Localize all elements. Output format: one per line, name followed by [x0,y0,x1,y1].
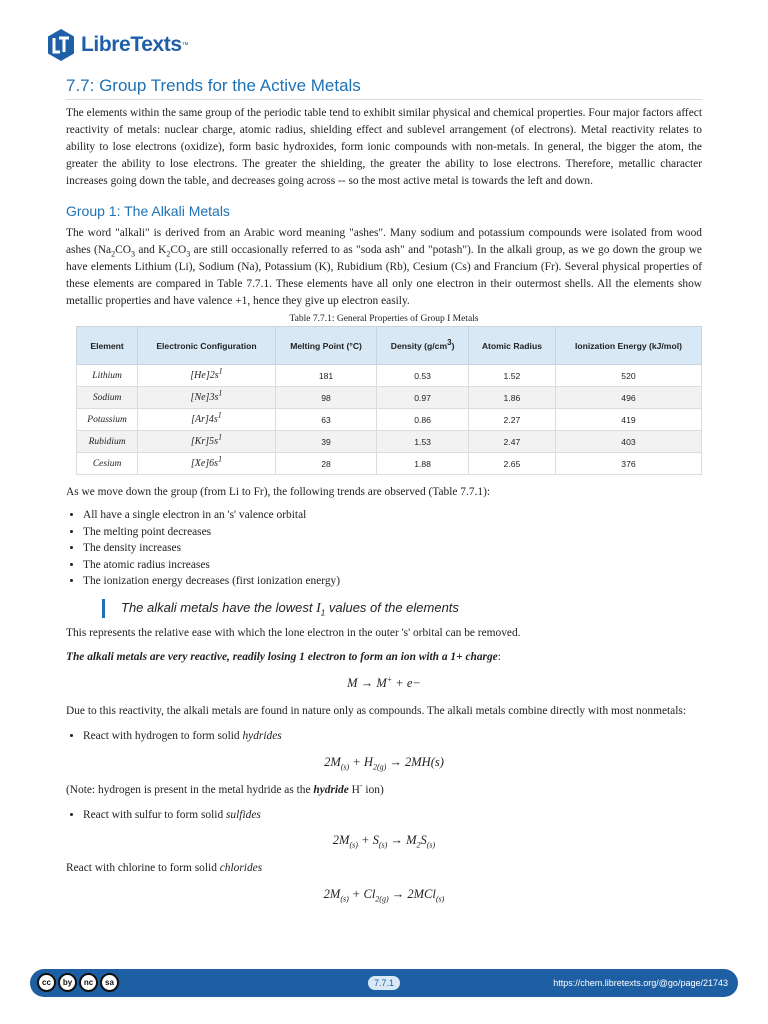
attribution-icon: by [58,973,77,992]
chloride-equation: $2M_{(s)} + Cl_{2(g)} \to 2MCl_{(s)}$ [323,887,445,904]
hydride-note: (Note: hydrogen is present in the metal hydride as the hydride H- ion) [66,780,384,796]
table-row: Rubidium $[Kr]5s^1$ 39 1.53 2.47 403 [77,431,702,453]
trends-intro: As we move down the group (from Li to Fr), the following trends are observed (Table 7.7.1): [66,486,491,498]
header-ionization-energy: Ionization Energy (kJ/mol) [555,327,701,365]
header-density: Density $(g/cm^3)$ [377,327,469,365]
header-atomic-radius: Atomic Radius [468,327,555,365]
hydride-list [66,728,702,745]
logo-wordmark: LibreTexts [81,33,182,56]
trends-list [66,507,702,590]
list-item: • All have a single electron in an 's' valence orbital [83,507,702,524]
page-number: 7.7.1 [368,976,400,990]
table-row: Sodium $[Ne]3s^1$ 98 0.97 1.86 496 [77,387,702,409]
list-item: • React with sulfur to form solid sulfides [83,807,702,824]
ionization-equation: M → M+ + e− [347,674,421,690]
header-melting-point: Melting Point (°C) [275,327,377,365]
relative-ease-paragraph: This represents the relative ease with which the lone electron in the outer 's' orbital can be removed. [66,626,521,639]
libretexts-logo[interactable] [46,27,189,63]
sulfide-list [66,807,702,824]
page-title: 7.7: Group Trends for the Active Metals [66,76,702,100]
alkali-paragraph: The word "alkali" is derived from an Arabic word meaning "ashes". Many sodium and potassium compounds were isolated from wood ashes ($Na_2CO_3$ and $K_2CO_3$ are still occasionally referred to as "soda ash" and "potash"). In the alkali group, as we go down the group we have elements Lithium (Li), Sodium (Na), Potassium (K), Rubidium (Rb), Cesium (Cs) and Francium (Fr). Several physical properties of these elements are compared in Table 7.7.1. These elements have all only one electron in their outermost shells. All the elements show metallic properties and have valence +1, hence they give up electron easily. [66,227,702,307]
intro-paragraph: The elements within the same group of the periodic table tend to exhibit similar physical and chemical properties. Four major factors affect reactivity of metals: nuclear charge, atomic radius, shielding effect and sublevel arrangement (of electrons). Metal reactivity relates to ability to lose electrons (oxidize), form basic hydroxides, form ionic compounds with non-metals. In general, the bigger the atom, the greater the ability to lose electrons. The greater the shielding, the greater the ability to lose electrons. Therefore, metallic character increases going down the table, and decreases going across -- so the most active metal is towards the left and down. [66,107,702,187]
table-header-row [77,327,702,365]
table-row: Cesium $[Xe]6s^1$ 28 1.88 2.65 376 [77,453,702,475]
sharealike-icon: sa [100,973,119,992]
hydride-equation: $2M_{(s)} + H_{2(g)} \to 2MH(s)$ [324,754,444,772]
list-item: • The atomic radius increases [83,557,702,574]
callout-note: The alkali metals have the lowest $I_1$ values of the elements [102,599,702,618]
table-row: Lithium $[He]2s^1$ 181 0.53 1.52 520 [77,365,702,387]
chloride-paragraph: React with chlorine to form solid chlorides [66,862,263,875]
libretexts-logo-icon [46,28,76,62]
section-heading-alkali-metals: Group 1: The Alkali Metals [66,203,230,219]
logo-trademark: ™ [181,41,189,49]
reactivity-paragraph: Due to this reactivity, the alkali metals are found in nature only as compounds. The alkali metals combine directly with most nonmetals: [66,704,687,717]
table-caption: Table 7.7.1: General Properties of Group I Metals [289,314,479,324]
header-element: Element [77,327,138,365]
page-footer [30,969,738,997]
page-content [66,76,702,914]
list-item: • The melting point decreases [83,524,702,541]
sulfide-equation: $2M_{(s)} + S_{(s)} \to M_2S_{(s)}$ [332,833,436,850]
table-row: Potassium $[Ar]4s^1$ 63 0.86 2.27 419 [77,409,702,431]
reactivity-statement: The alkali metals are very reactive, readily losing 1 electron to form an ion with a 1+ charge: [66,650,501,663]
list-item: • React with hydrogen to form solid hydrides [83,728,702,745]
list-item: • The ionization energy decreases (first ionization energy) [83,573,702,590]
cc-icon: cc [37,973,56,992]
cc-license-badges[interactable] [37,973,119,993]
list-item: • The density increases [83,540,702,557]
group1-properties-table [76,326,702,475]
page-url-link[interactable]: https://chem.libretexts.org/@go/page/21743 [553,978,728,988]
header-configuration: Electronic Configuration [138,327,276,365]
noncommercial-icon: nc [79,973,98,992]
